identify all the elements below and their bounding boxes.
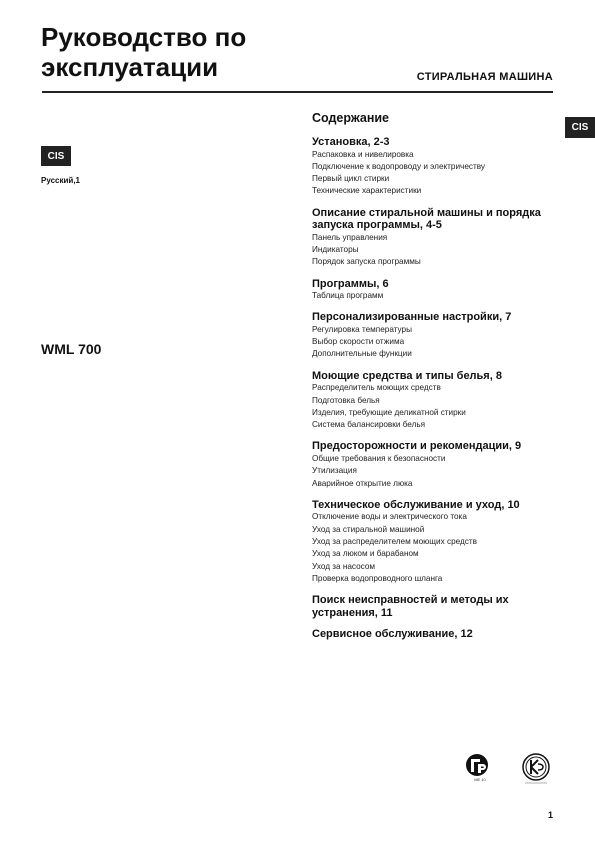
toc-item: Индикаторы xyxy=(312,244,359,254)
toc-item: Проверка водопроводного шланга xyxy=(312,573,443,583)
product-type-label: СТИРАЛЬНАЯ МАШИНА xyxy=(416,71,553,83)
toc-item: Дополнительные функции xyxy=(312,349,412,359)
toc-item: Таблица программ xyxy=(312,291,384,301)
table-of-contents xyxy=(312,111,562,650)
gost-code: МЕ 10 xyxy=(474,777,486,782)
toc-item: Уход за насосом xyxy=(312,561,376,571)
toc-item: Порядок запуска программы xyxy=(312,257,421,267)
toc-section-title: Предосторожности и рекомендации, 9 xyxy=(312,440,522,453)
toc-section xyxy=(312,136,562,198)
toc-item: Уход за распределителем моющих средств xyxy=(312,536,477,546)
toc-section-title: Поиск неисправностей и методы их устранения, 11 xyxy=(312,594,509,619)
toc-item: Уход за люком и барабаном xyxy=(312,549,419,559)
toc-sections xyxy=(312,136,562,641)
toc-section xyxy=(312,499,562,585)
toc-item: Изделия, требующие деликатной стирки xyxy=(312,407,466,417)
toc-section-title: Установка, 2-3 xyxy=(312,136,390,148)
kz-certification-icon xyxy=(519,752,555,791)
toc-section-title: Моющие средства и типы белья, 8 xyxy=(312,369,502,382)
toc-item: Аварийное открытие люка xyxy=(312,478,413,488)
toc-item: Технические характеристики xyxy=(312,186,422,196)
toc-section-title: Персонализированные настройки, 7 xyxy=(312,311,512,324)
title-line-1: Руководство по xyxy=(41,22,247,52)
toc-item: Утилизация xyxy=(312,466,357,476)
gost-certification-icon xyxy=(464,752,496,787)
toc-section-title: Программы, 6 xyxy=(312,277,389,290)
toc-item: Общие требования к безопасности xyxy=(312,453,446,463)
toc-heading: Содержание xyxy=(312,111,390,125)
toc-section xyxy=(312,440,562,489)
toc-item: Распаковка и нивелировка xyxy=(312,149,414,159)
header-divider xyxy=(42,91,553,93)
toc-item: Система балансировки белья xyxy=(312,420,426,430)
page-number: 1 xyxy=(547,810,553,820)
toc-item: Уход за стиральной машиной xyxy=(312,524,425,534)
toc-section xyxy=(312,370,562,432)
region-tab-badge: CIS xyxy=(565,117,595,138)
toc-section xyxy=(312,278,562,303)
toc-section-title: Техническое обслуживание и уход, 10 xyxy=(312,498,520,511)
toc-item: Выбор скорости отжима xyxy=(312,337,405,347)
toc-item: Подключение к водопроводу и электричеству xyxy=(312,161,485,171)
toc-item: Первый цикл стирки xyxy=(312,174,390,184)
title-line-2: эксплуатации xyxy=(41,52,219,82)
toc-item: Отключение воды и электрического тока xyxy=(312,512,467,522)
toc-section-title: Описание стиральной машины и порядка запуска программы, 4-5 xyxy=(312,206,541,232)
region-badge: CIS xyxy=(41,146,71,166)
toc-section-title: Сервисное обслуживание, 12 xyxy=(312,628,473,641)
toc-item: Подготовка белья xyxy=(312,395,380,405)
toc-section xyxy=(312,594,562,619)
toc-section xyxy=(312,311,562,360)
toc-section xyxy=(312,628,562,641)
model-name: WML 700 xyxy=(41,341,102,357)
toc-section xyxy=(312,207,562,269)
toc-item: Распределитель моющих средств xyxy=(312,383,441,393)
language-label: Русский,1 xyxy=(41,176,80,185)
toc-item: Панель управления xyxy=(312,232,388,242)
toc-item: Регулировка температуры xyxy=(312,324,412,334)
document-title xyxy=(41,22,246,82)
